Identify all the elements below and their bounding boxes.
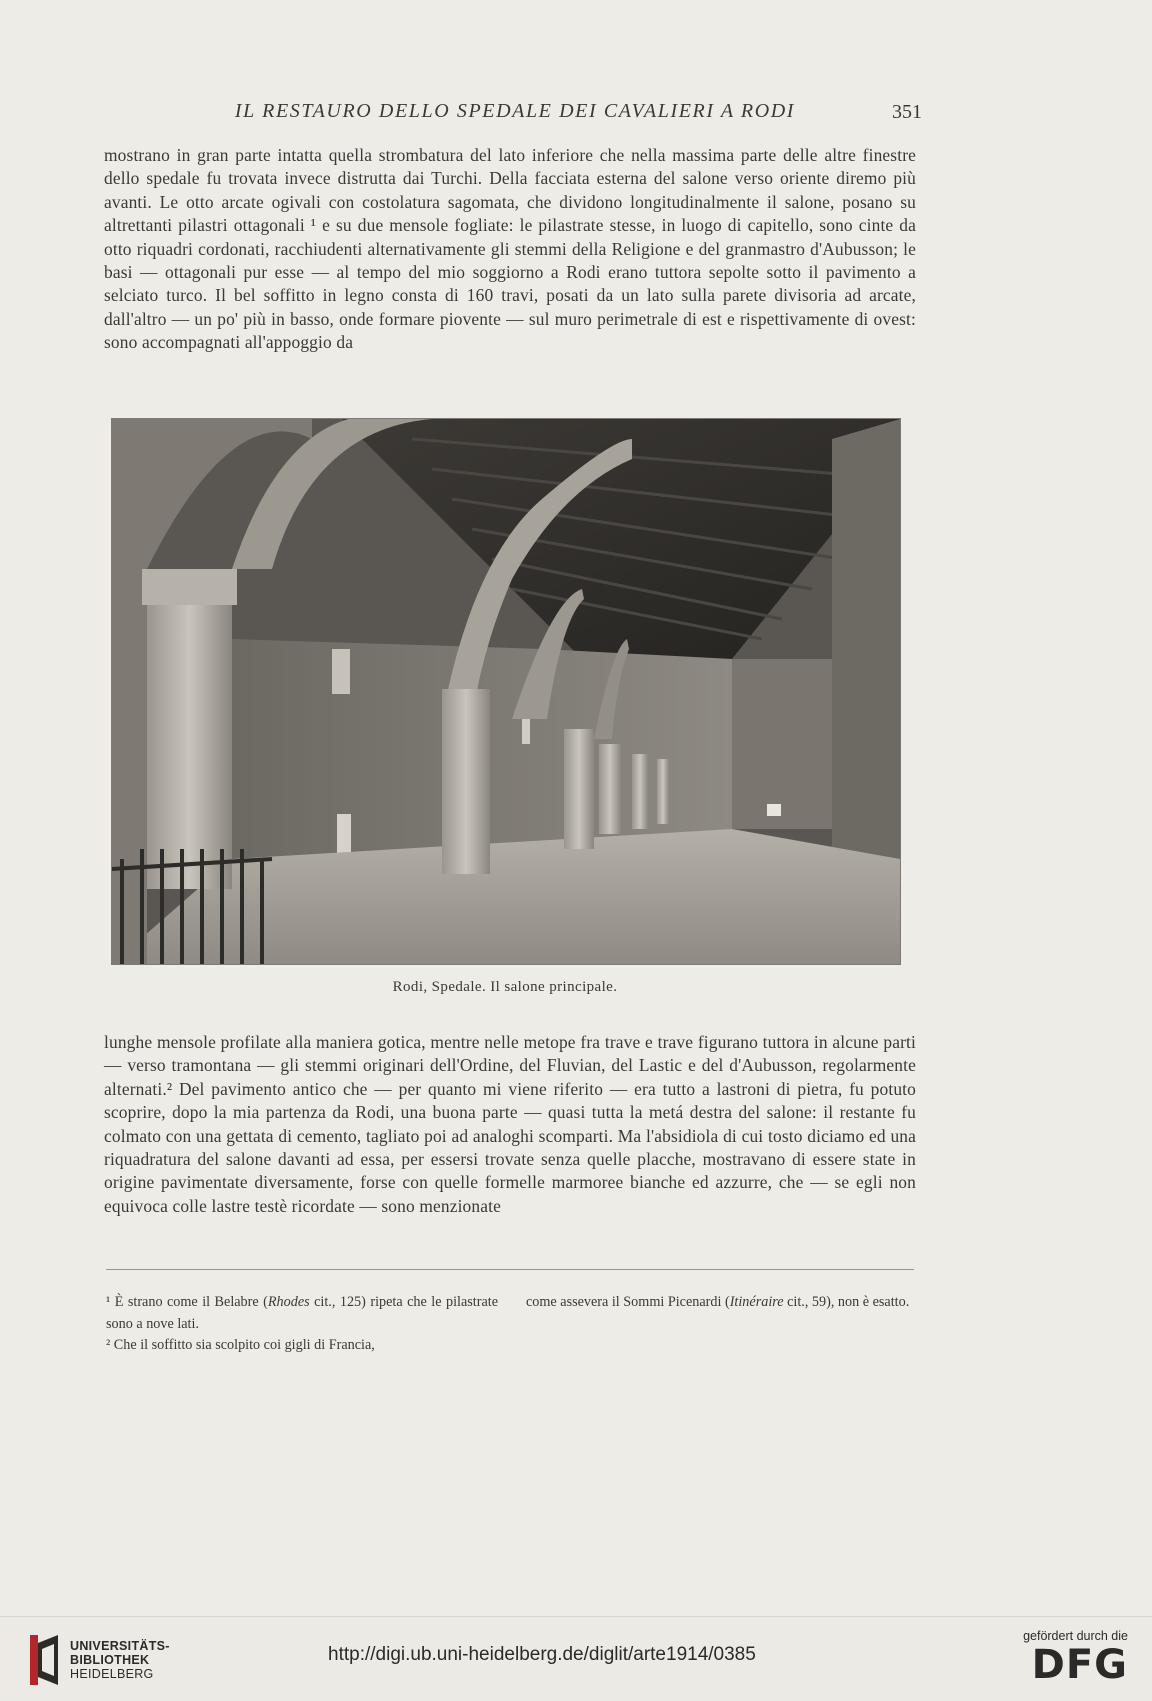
footnote-divider <box>106 1269 914 1270</box>
running-title: IL RESTAURO DELLO SPEDALE DEI CAVALIERI A RODI <box>234 100 796 122</box>
footnotes <box>106 1292 918 1357</box>
figure-caption: Rodi, Spedale. Il salone principale. <box>392 979 618 995</box>
footnote-column-right <box>526 1292 918 1357</box>
paragraph-bottom <box>104 1031 916 1218</box>
footnote-1 <box>106 1292 498 1335</box>
footnote-1-part1: ¹ È strano come il Belabre ( <box>106 1294 268 1310</box>
funding-label: gefördert durch die <box>1023 1629 1128 1643</box>
library-line-1: UNIVERSITÄTS- <box>70 1639 170 1653</box>
library-line-3: HEIDELBERG <box>70 1667 154 1681</box>
library-logo[interactable] <box>28 1633 170 1687</box>
page-number: 351 <box>892 101 922 123</box>
library-name <box>70 1639 170 1681</box>
footnote-2-cont-part2: cit., 59), non è esatto. <box>783 1294 910 1310</box>
footnote-2-cont-work: Itinéraire <box>729 1294 784 1310</box>
footnote-1-part2: cit., 125) ripeta che le pilastrate sono a nove lati. <box>106 1294 498 1332</box>
footnote-2: ² Che il soffitto sia scolpito coi gigli di Francia, <box>106 1337 375 1353</box>
paragraph-bottom-text: lunghe mensole profilate alla maniera gotica, mentre nelle metope fra trave e trave figurano tuttora in alcune parti — verso tramontana — gli stemmi originari dell'Ordine, del Fluvian, del Lastic e del d'Aubusson, regolarmente alternati.² Del pavimento antico che — per quanto mi viene riferito — era tutto a lastroni di pietra, fu potuto scoprire, dopo la mia partenza da Rodi, una buona parte — quasi tutta la metá destra del salone: il restante fu colmato con una gettata di cemento, tagliato poi ad analoghi scomparti. Ma l'absidiola di cui tosto diciamo ed una riquadratura del salone davanti ad essa, per essersi trovate senza quelle placche, mostravano di essere state in origine pavimentate diversamente, forse con quelle formelle marmoree bianche ed azzurre, che — se egli non equivoca colle lastre testè ricordate — sono menzionate <box>104 1032 916 1216</box>
dfg-logo[interactable]: DFG <box>1031 1642 1128 1688</box>
paragraph-top-text: mostrano in gran parte intatta quella strombatura del lato inferiore che nella massima parte delle altre finestre dello spedale fu trovata invece distrutta dai Turchi. Della facciata esterna del salone verso oriente diremo più avanti. Le otto arcate ogivali con costolatura sagomata, che dividono longitudinalmente il salone, posano su altrettanti pilastri ottagonali ¹ e su due mensole fogliate: le pilastrate stesse, in luogo di capitello, sono cinte da otto riquadri cordonati, racchiudenti alternativamente gli stemmi della Religione e del granmastro d'Aubusson; le basi — ottagonali pur esse — al tempo del mio soggiorno a Rodi erano tuttora sepolte sotto il pavimento a selciato turco. Il bel soffitto in legno consta di 160 travi, posati da un lato sulla parete divisoria ad arcate, dall'altro — un po' più in basso, onde formare piovente — sul muro perimetrale di est e rispettivamente di ovest: sono accompagnati all'appoggio da <box>104 145 916 353</box>
permalink-url[interactable]: http://digi.ub.uni-heidelberg.de/diglit/arte1914/0385 <box>328 1644 756 1665</box>
footnote-2-continued <box>526 1292 918 1314</box>
footnote-column-left <box>106 1292 498 1357</box>
funding-notice <box>1023 1629 1128 1687</box>
footer-bar <box>0 1616 1152 1701</box>
footnote-2-cont-part1: come assevera il Sommi Picenardi ( <box>526 1294 730 1310</box>
footnote-1-work: Rhodes <box>267 1294 310 1310</box>
library-emblem-icon <box>28 1633 62 1687</box>
photograph-salone <box>111 418 901 965</box>
photo-illustration <box>112 419 900 964</box>
library-line-2: BIBLIOTHEK <box>70 1653 150 1667</box>
paragraph-top <box>104 144 916 355</box>
